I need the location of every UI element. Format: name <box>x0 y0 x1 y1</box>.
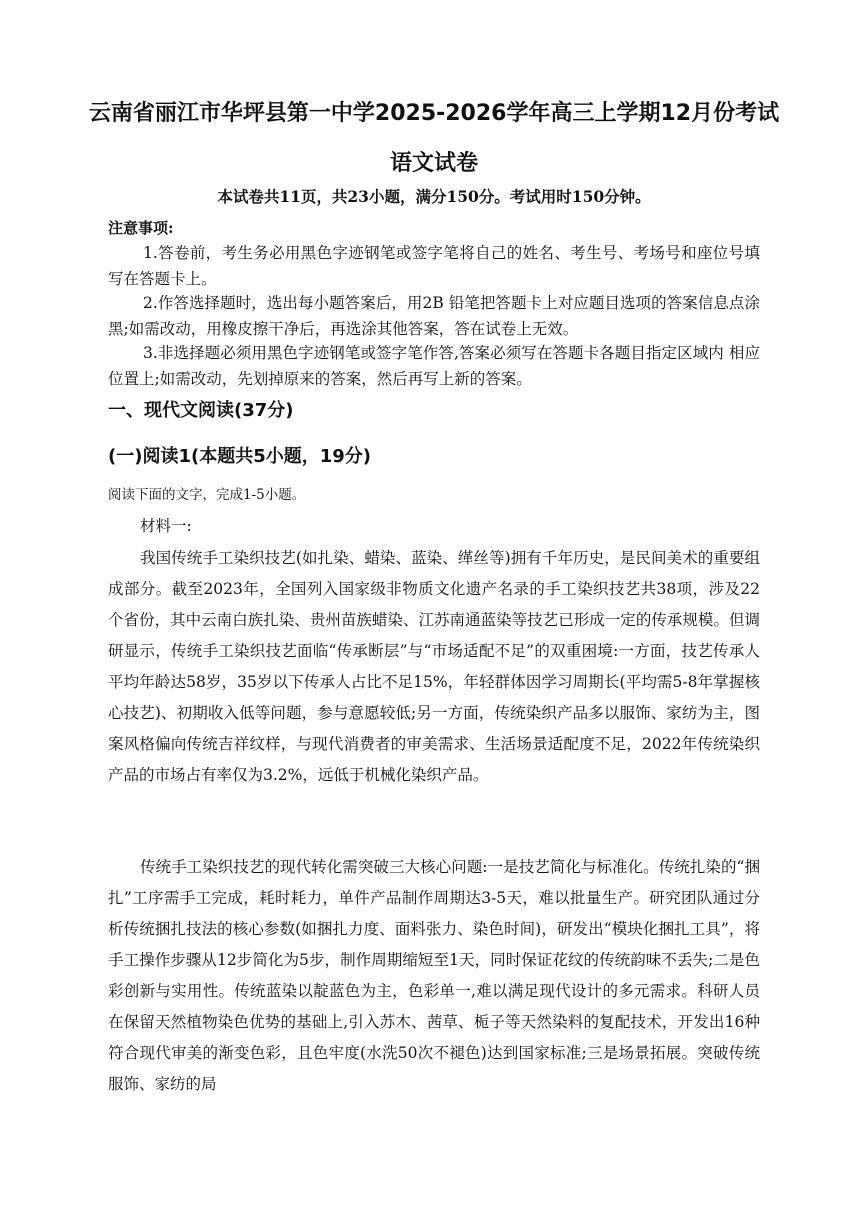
material-label: 材料一: <box>140 517 192 535</box>
notice-heading: 注意事项: <box>108 219 174 237</box>
section-heading: 一、现代文阅读(37分) <box>108 400 294 421</box>
notice-item: 2.作答选择题时，选出每小题答案后，用2B 铅笔把答题卡上对应题目选项的答案信息点涂黑;如需改动，用橡皮擦干净后，再选涂其他答案，答在试卷上无效。 <box>108 294 760 338</box>
notice-item: 3.非选择题必须用黑色字迹钢笔或签字笔作答,答案必须写在答题卡各题目指定区域内 相应位置上;如需改动，先划掉原来的答案，然后再写上新的答案。 <box>108 344 760 388</box>
exam-subject-title: 语文试卷 <box>389 151 478 176</box>
reading-instruction: 阅读下面的文字，完成1-5小题。 <box>108 487 306 503</box>
body-paragraph: 传统手工染织技艺的现代转化需突破三大核心问题:一是技艺简化与标准化。传统扎染的“捆扎”工序需手工完成，耗时耗力，单件产品制作周期达3-5天，难以批量生产。研究团队通过分析传统捆扎技法的核心参数(如捆扎力度、面料张力、染色时间)，研发出“模块化捆扎工具”，将手工操作步骤从12步简化为5步，制作周期缩短至1天，同时保证花纹的传统韵味不丢失;二是色彩创新与实用性。传统蓝染以靛蓝色为主，色彩单一,难以满足现代设计的多元需求。科研人员在保留天然植物染色优势的基础上,引入苏木、茜草、栀子等天然染料的复配技术，开发出16种符合现代审美的渐变色彩，且色牢度(水洗50次不褪色)达到国家标准;三是场景拓展。突破传统服饰、家纺的局 <box>108 858 760 1093</box>
body-paragraph: 我国传统手工染织技艺(如扎染、蜡染、蓝染、缂丝等)拥有千年历史，是民间美术的重要组成部分。截至2023年，全国列入国家级非物质文化遗产名录的手工染织技艺共38项，涉及22个省份，其中云南白族扎染、贵州苗族蜡染、江苏南通蓝染等技艺已形成一定的传承规模。但调研显示，传统手工染织技艺面临“传承断层”与“市场适配不足”的双重困境:一方面，技艺传承人平均年龄达58岁，35岁以下传承人占比不足15%，年轻群体因学习周期长(平均需5-8年掌握核心技艺)、初期收入低等问题，参与意愿较低;另一方面，传统染织产品多以服饰、家纺为主，图案风格偏向传统吉祥纹样，与现代消费者的审美需求、生活场景适配度不足，2022年传统染织产品的市场占有率仅为3.2%，远低于机械化染织产品。 <box>108 549 760 784</box>
notice-item: 1.答卷前，考生务必用黑色字迹钢笔或签字笔将自己的姓名、考生号、考场号和座位号填写在答题卡上。 <box>108 244 760 288</box>
exam-info: 本试卷共11页，共23小题，满分150分。考试用时150分钟。 <box>217 187 651 206</box>
subsection-heading: (一)阅读1(本题共5小题，19分) <box>108 446 372 467</box>
exam-title: 云南省丽江市华坪县第一中学2025-2026学年高三上学期12月份考试 <box>88 101 780 126</box>
